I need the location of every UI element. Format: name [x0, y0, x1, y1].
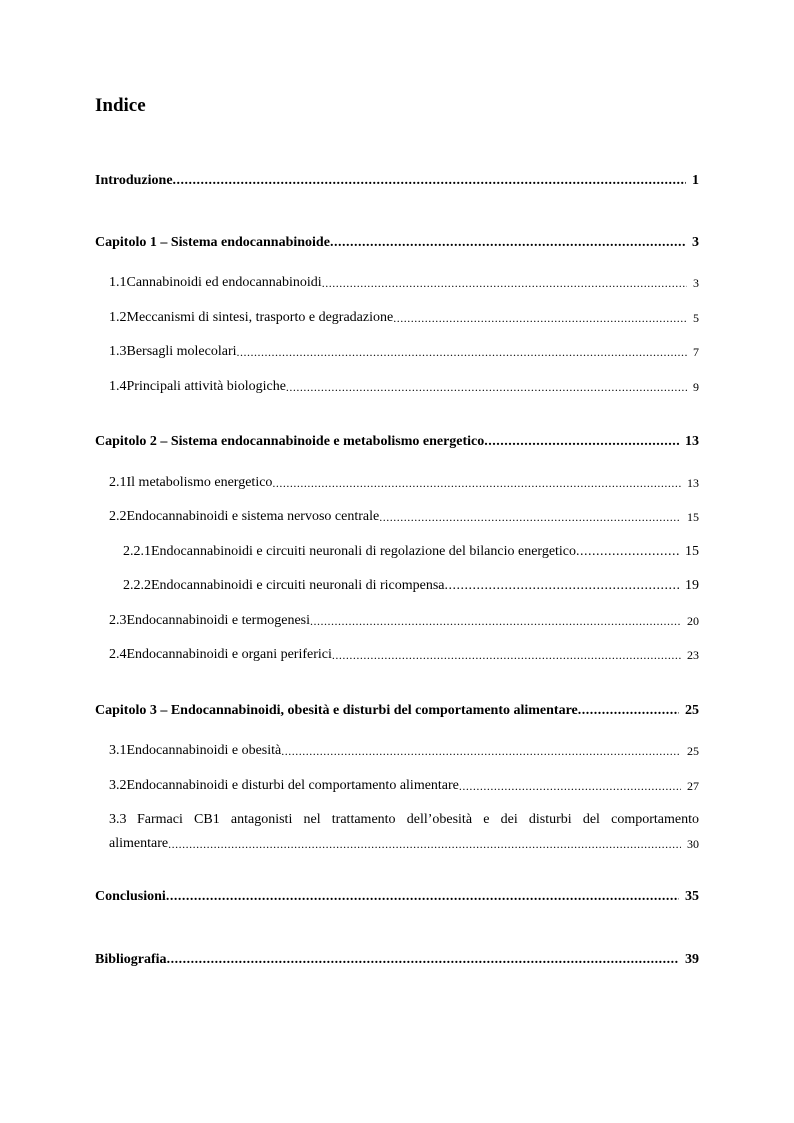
- dot-leader: [578, 702, 679, 720]
- dot-leader: [286, 378, 687, 396]
- dot-leader: [173, 172, 686, 190]
- toc-page-number: 35: [685, 889, 699, 904]
- toc-entry-title: Endocannabinoidi e obesità: [126, 743, 282, 758]
- toc-entry-capitolo-2[interactable]: [95, 433, 699, 451]
- dot-leader: [445, 577, 679, 595]
- toc-entry-title: Endocannabinoidi e circuiti neuronali di ricompensa: [151, 578, 445, 593]
- toc-page-number: 25: [685, 703, 699, 718]
- section-number: 2.1: [109, 475, 127, 490]
- section-number: 1.2: [109, 310, 127, 325]
- toc-page-number: 5: [693, 311, 699, 325]
- toc-entry-introduzione[interactable]: [95, 172, 699, 190]
- toc-entry-2-1[interactable]: [109, 474, 699, 492]
- dot-leader: [168, 835, 681, 853]
- section-number: 3.1: [109, 743, 127, 758]
- toc-entry-conclusioni[interactable]: [95, 888, 699, 906]
- section-number: 1.4: [109, 379, 127, 394]
- toc-page-number: 39: [685, 952, 699, 967]
- toc-page-number: 3: [692, 235, 699, 250]
- toc-page-number: 20: [687, 614, 699, 628]
- dot-leader: [237, 343, 687, 361]
- toc-entry-title: Capitolo 2 – Sistema endocannabinoide e metabolismo energetico: [95, 434, 485, 449]
- toc-entry-title-line-1: [109, 811, 699, 829]
- toc-entry-2-4[interactable]: [109, 646, 699, 664]
- toc-entry-bibliografia[interactable]: [95, 951, 699, 969]
- toc-entry-2-3[interactable]: [109, 612, 699, 630]
- toc-page-number: 25: [687, 744, 699, 758]
- toc-entry-title: Capitolo 3 – Endocannabinoidi, obesità e disturbi del comportamento alimentare: [95, 703, 578, 718]
- dot-leader: [576, 543, 679, 561]
- toc-page-number: 3: [693, 276, 699, 290]
- toc-entry-2-2[interactable]: [109, 508, 699, 526]
- toc-page-number: 15: [685, 544, 699, 559]
- toc-entry-title: Bersagli molecolari: [126, 344, 237, 359]
- toc-entry-title: Bibliografia: [95, 952, 167, 967]
- section-number: 1.1: [109, 275, 127, 290]
- section-number: 2.2.1: [123, 544, 151, 559]
- toc-entry-title: Conclusioni: [95, 889, 166, 904]
- section-number: 2.2.2: [123, 578, 151, 593]
- dot-leader: [393, 309, 687, 327]
- toc-entry-title: Endocannabinoidi e disturbi del comportamento alimentare: [126, 778, 459, 793]
- toc-entry-3-1[interactable]: [109, 742, 699, 760]
- toc-entry-title: Endocannabinoidi e circuiti neuronali di regolazione del bilancio energetico: [151, 544, 577, 559]
- dot-leader: [166, 888, 679, 906]
- toc-entry-title: Capitolo 1 – Sistema endocannabinoide: [95, 235, 330, 250]
- section-number: 1.3: [109, 344, 127, 359]
- dot-leader: [379, 508, 681, 526]
- section-number: 2.2: [109, 509, 127, 524]
- toc-entry-1-4[interactable]: [109, 378, 699, 396]
- toc-entry-title: Endocannabinoidi e termogenesi: [126, 613, 310, 628]
- dot-leader: [459, 777, 681, 795]
- toc-entry-1-2[interactable]: [109, 309, 699, 327]
- section-number: 2.3: [109, 613, 127, 628]
- toc-entry-2-2-1[interactable]: [123, 543, 699, 561]
- toc-entry-title: Cannabinoidi ed endocannabinoidi: [126, 275, 322, 290]
- toc-entry-title-continued: alimentare: [109, 836, 169, 851]
- toc-entry-title: Il metabolismo energetico: [126, 475, 273, 490]
- toc-entry-capitolo-1[interactable]: [95, 234, 699, 252]
- toc-page-number: 13: [685, 434, 699, 449]
- toc-entry-capitolo-3[interactable]: [95, 702, 699, 720]
- toc-entry-title: Principali attività biologiche: [126, 379, 286, 394]
- dot-leader: [167, 951, 679, 969]
- dot-leader: [281, 742, 681, 760]
- dot-leader: [330, 234, 686, 252]
- page-title: Indice: [95, 95, 146, 116]
- toc-page-number: 15: [687, 510, 699, 524]
- toc-entry-title: Endocannabinoidi e organi periferici: [126, 647, 332, 662]
- section-number: 2.4: [109, 647, 127, 662]
- toc-page-number: 23: [687, 648, 699, 662]
- toc-entry-3-2[interactable]: [109, 777, 699, 795]
- toc-page-number: 19: [685, 578, 699, 593]
- toc-entry-title-line-2: [109, 835, 699, 853]
- toc-page-number: 1: [692, 173, 699, 188]
- section-number: 3.2: [109, 778, 127, 793]
- toc-entry-title: Farmaci CB1 antagonisti nel trattamento dell’obesità e dei disturbi del comportamento: [137, 812, 699, 827]
- section-number: 3.3: [109, 812, 127, 827]
- toc-page-number: 9: [693, 380, 699, 394]
- dot-leader: [332, 646, 681, 664]
- dot-leader: [322, 274, 687, 292]
- toc-page-number: 7: [693, 345, 699, 359]
- toc-entry-title: Introduzione: [95, 173, 173, 188]
- toc-entry-title: Meccanismi di sintesi, trasporto e degradazione: [126, 310, 394, 325]
- toc-entry-2-2-2[interactable]: [123, 577, 699, 595]
- dot-leader: [272, 474, 681, 492]
- toc-page-number: 27: [687, 779, 699, 793]
- dot-leader: [310, 612, 681, 630]
- toc-page-number: 13: [687, 476, 699, 490]
- toc-entry-3-3[interactable]: [109, 811, 699, 853]
- dot-leader: [484, 433, 679, 451]
- toc-entry-1-3[interactable]: [109, 343, 699, 361]
- toc-entry-1-1[interactable]: [109, 274, 699, 292]
- toc-entry-title: Endocannabinoidi e sistema nervoso centrale: [126, 509, 380, 524]
- toc-page-number: 30: [687, 837, 699, 851]
